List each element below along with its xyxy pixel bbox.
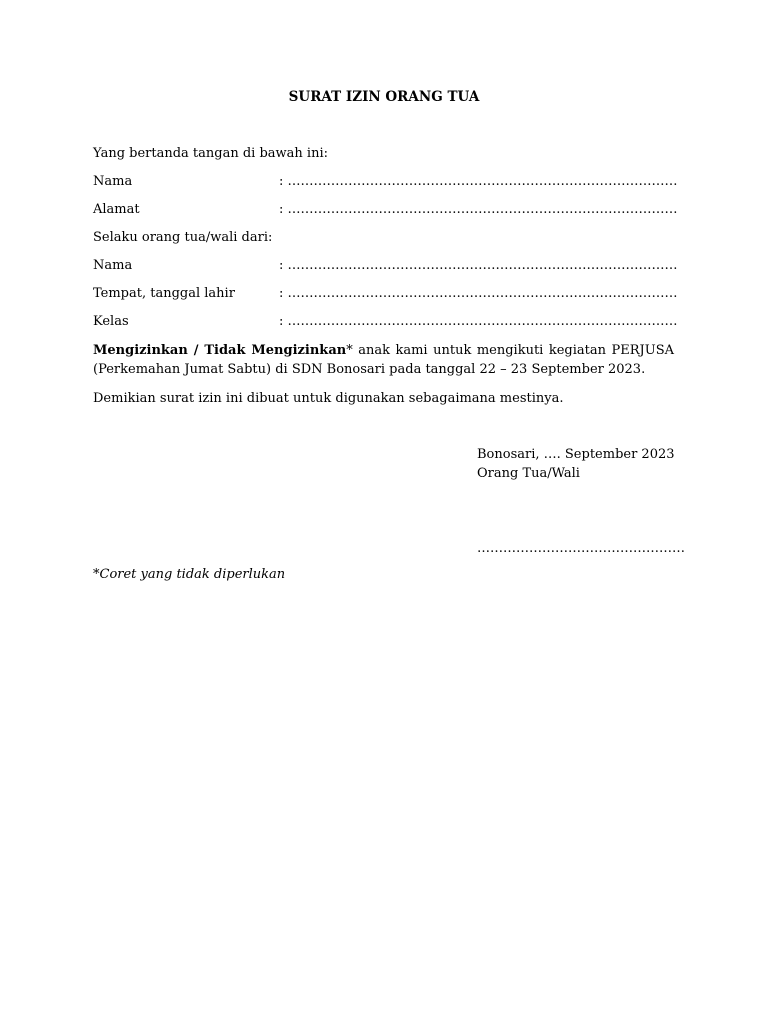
field-label: Kelas [93, 314, 129, 329]
letter-title: SURAT IZIN ORANG TUA [288, 89, 480, 105]
permission-choice: Mengizinkan / Tidak Mengizinkan [93, 343, 347, 358]
child-name-row [93, 258, 678, 276]
signature-role: Orang Tua/Wali [477, 466, 580, 481]
parent-address-row [93, 202, 678, 220]
signature-line: ………………………………………… [477, 541, 685, 556]
intro-text: Yang bertanda tangan di bawah ini: [93, 146, 328, 161]
guardian-of-text: Selaku orang tua/wali dari: [93, 230, 273, 245]
field-label: Tempat, tanggal lahir [93, 286, 235, 301]
field-label: Nama [93, 174, 133, 189]
permission-text: * anak kami untuk mengikuti kegiatan PERJUSA (Perkemahan Jumat Sabtu) di SDN Bonosari pada tanggal 22 – 23 September 2023. [93, 343, 674, 377]
signature-place-date: Bonosari, …. September 2023 [477, 447, 675, 462]
parent-name-row [93, 174, 678, 192]
child-class-row [93, 314, 678, 332]
field-blank: : ……………………………………………………………………………… [279, 286, 678, 301]
field-blank: : ……………………………………………………………………………… [279, 174, 678, 189]
closing-paragraph: Demikian surat izin ini dibuat untuk digunakan sebagaimana mestinya. [93, 391, 564, 406]
permission-paragraph [93, 341, 674, 379]
field-blank: : ……………………………………………………………………………… [279, 202, 678, 217]
field-label: Alamat [93, 202, 140, 217]
child-birth-row [93, 286, 678, 304]
field-blank: : ……………………………………………………………………………… [279, 258, 678, 273]
footnote: *Coret yang tidak diperlukan [93, 567, 286, 582]
field-label: Nama [93, 258, 133, 273]
field-blank: : ……………………………………………………………………………… [279, 314, 678, 329]
